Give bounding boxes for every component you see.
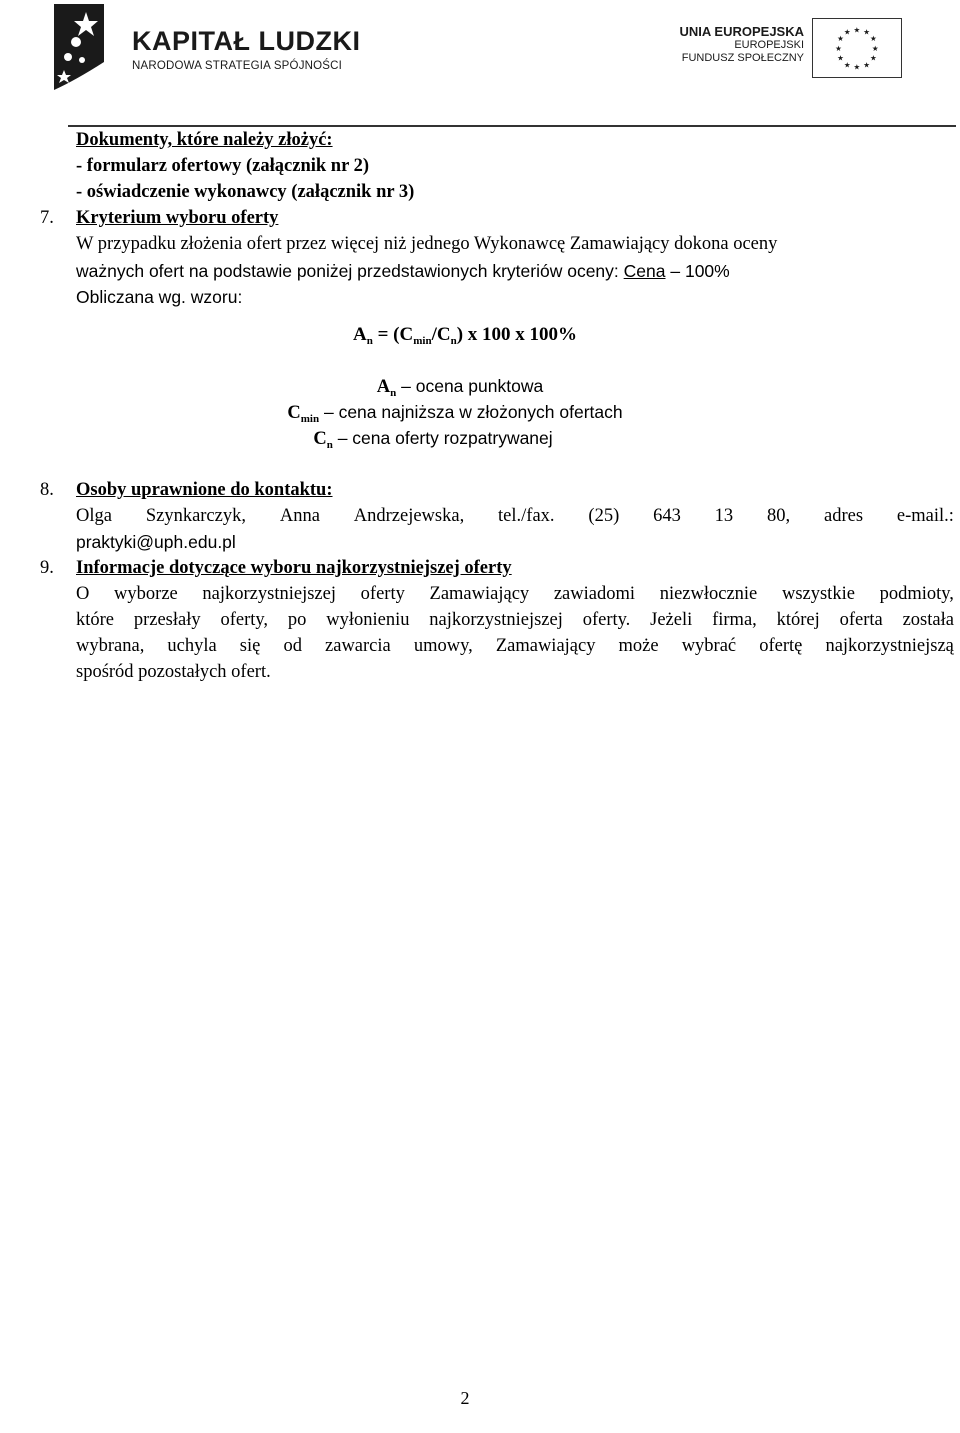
word: której bbox=[776, 610, 820, 630]
section-9-line-3 bbox=[76, 634, 954, 658]
contact-word: 80, bbox=[767, 506, 791, 526]
section-8-contact-line bbox=[76, 504, 954, 528]
eu-line-1: UNIA EUROPEJSKA bbox=[679, 24, 804, 39]
contact-word: Szynkarczyk, bbox=[145, 506, 246, 526]
docs-heading: Dokumenty, które należy złożyć: bbox=[76, 130, 333, 150]
docs-item-2: - oświadczenie wykonawcy (załącznik nr 3) bbox=[76, 182, 415, 202]
section-7-line-2-prefix: ważnych ofert na podstawie poniżej przedstawionych kryteriów oceny: bbox=[76, 261, 619, 281]
legend-text: – cena najniższa w złożonych ofertach bbox=[319, 402, 623, 422]
section-7-line-3: Obliczana wg. wzoru: bbox=[76, 287, 243, 307]
kapital-ludzki-title: KAPITAŁ LUDZKI bbox=[132, 26, 361, 56]
word: uchyla bbox=[167, 636, 217, 656]
formula-eq: = (C bbox=[372, 324, 414, 345]
header-divider bbox=[68, 125, 956, 127]
word: najkorzystniejszej bbox=[429, 610, 563, 630]
formula-n-sub: n bbox=[450, 335, 457, 347]
section-9-line-2 bbox=[76, 608, 954, 632]
svg-text:★: ★ bbox=[869, 53, 877, 63]
word: które bbox=[76, 610, 115, 630]
legend-sub: n bbox=[390, 387, 397, 399]
contact-email: praktyki@uph.edu.pl bbox=[76, 532, 236, 552]
legend-text: – cena oferty rozpatrywanej bbox=[332, 428, 553, 448]
section-7-title: Kryterium wyboru oferty bbox=[76, 208, 279, 228]
word: oferta bbox=[839, 610, 883, 630]
svg-text:★: ★ bbox=[843, 27, 851, 37]
word: po bbox=[287, 610, 307, 630]
formula-min-sub: min bbox=[413, 335, 432, 347]
section-7-line-1: W przypadku złożenia ofert przez więcej niż jednego Wykonawcę Zamawiający dokona oceny bbox=[76, 234, 778, 254]
contact-word: e-mail.: bbox=[896, 506, 954, 526]
legend-text: – ocena punktowa bbox=[396, 376, 544, 396]
legend-sub: min bbox=[300, 413, 320, 425]
contact-word: tel./fax. bbox=[498, 506, 555, 526]
word: została bbox=[902, 610, 954, 630]
eu-line-2: EUROPEJSKI bbox=[734, 39, 804, 51]
section-9-line-1 bbox=[76, 582, 954, 606]
word: Zamawiający bbox=[429, 584, 530, 604]
formula-a: A bbox=[352, 324, 367, 345]
svg-text:★: ★ bbox=[835, 43, 843, 53]
word: wyborze bbox=[114, 584, 178, 604]
legend-symbol: C bbox=[287, 403, 301, 423]
word: Zamawiający bbox=[495, 636, 596, 656]
svg-text:★: ★ bbox=[863, 60, 871, 70]
word: umowy, bbox=[413, 636, 473, 656]
section-7-line-2 bbox=[76, 259, 730, 283]
kapital-ludzki-subtitle: NARODOWA STRATEGIA SPÓJNOŚCI bbox=[132, 60, 343, 72]
eu-text-block bbox=[672, 24, 804, 65]
word: od bbox=[283, 636, 302, 656]
legend-item-2 bbox=[0, 400, 910, 427]
word: Jeżeli bbox=[650, 610, 693, 630]
contact-word: Andrzejewska, bbox=[353, 506, 465, 526]
price-criterion: Cena bbox=[623, 261, 666, 281]
formula bbox=[0, 323, 930, 349]
contact-word: adres bbox=[823, 506, 864, 526]
word: wyłonieniu bbox=[326, 610, 410, 630]
word: oferty, bbox=[220, 610, 269, 630]
page-header bbox=[0, 0, 960, 128]
svg-text:★: ★ bbox=[853, 25, 861, 35]
word: się bbox=[239, 636, 261, 656]
word: najkorzystniejszej bbox=[202, 584, 336, 604]
contact-word: Anna bbox=[279, 506, 320, 526]
legend-symbol: A bbox=[376, 377, 391, 397]
word: wybrana, bbox=[76, 636, 145, 656]
docs-item-1: - formularz ofertowy (załącznik nr 2) bbox=[76, 156, 370, 176]
contact-word: 643 bbox=[653, 506, 681, 526]
svg-text:★: ★ bbox=[869, 34, 877, 44]
word: zawiadomi bbox=[553, 584, 636, 604]
word: zawarcia bbox=[325, 636, 391, 656]
contact-word: (25) bbox=[588, 506, 620, 526]
legend-symbol: C bbox=[313, 429, 327, 449]
kapital-ludzki-logo-icon bbox=[46, 2, 106, 92]
svg-text:★: ★ bbox=[843, 60, 851, 70]
legend-item-3 bbox=[0, 426, 866, 453]
word: firma, bbox=[712, 610, 757, 630]
formula-a-sub: n bbox=[366, 335, 373, 347]
word: wszystkie bbox=[781, 584, 855, 604]
word: oferty bbox=[360, 584, 405, 604]
legend-item-1 bbox=[0, 374, 920, 401]
svg-text:★: ★ bbox=[863, 27, 871, 37]
word: ofertę bbox=[759, 636, 803, 656]
page-number: 2 bbox=[460, 1388, 470, 1408]
section-7-number: 7. bbox=[40, 208, 54, 228]
formula-tail: ) x 100 x 100% bbox=[456, 324, 578, 345]
svg-text:★: ★ bbox=[837, 53, 845, 63]
section-9-line-4: spośród pozostałych ofert. bbox=[76, 662, 271, 682]
word: niezwłocznie bbox=[659, 584, 758, 604]
eu-flag-icon bbox=[812, 18, 902, 78]
legend-sub: n bbox=[326, 439, 333, 451]
section-9-number: 9. bbox=[40, 558, 54, 578]
section-8-number: 8. bbox=[40, 480, 54, 500]
svg-text:★: ★ bbox=[837, 34, 845, 44]
price-weight: – 100% bbox=[670, 261, 730, 281]
formula-slash: /C bbox=[431, 324, 451, 345]
word: oferty. bbox=[582, 610, 631, 630]
contact-word: 13 bbox=[714, 506, 734, 526]
word: wybrać bbox=[681, 636, 737, 656]
section-8-title: Osoby uprawnione do kontaktu: bbox=[76, 480, 333, 500]
word: najkorzystniejszą bbox=[825, 636, 954, 656]
contact-word: Olga bbox=[76, 506, 112, 526]
svg-text:★: ★ bbox=[871, 43, 879, 53]
svg-text:★: ★ bbox=[853, 62, 861, 72]
eu-line-3: FUNDUSZ SPOŁECZNY bbox=[681, 52, 804, 64]
word: O bbox=[76, 584, 90, 604]
word: podmioty, bbox=[879, 584, 954, 604]
section-9-title: Informacje dotyczące wyboru najkorzystniejszej oferty bbox=[76, 558, 512, 578]
word: może bbox=[618, 636, 659, 656]
word: przesłały bbox=[133, 610, 201, 630]
